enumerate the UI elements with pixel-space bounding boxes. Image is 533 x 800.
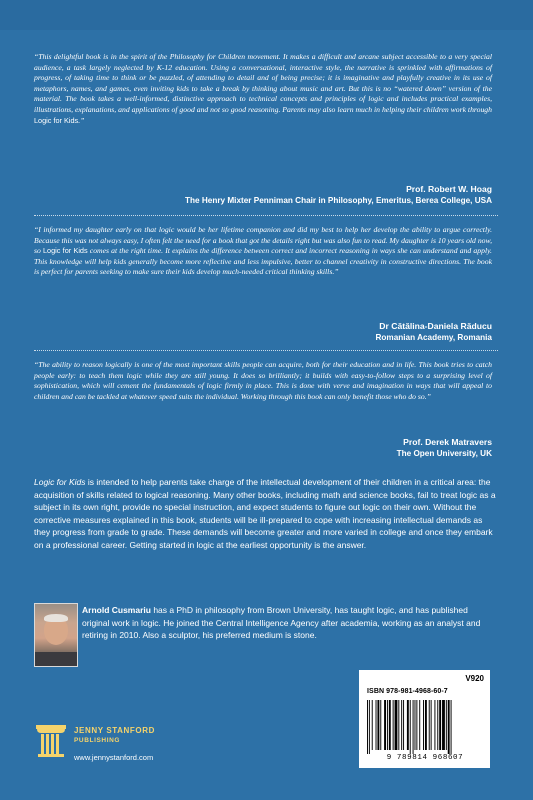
- barcode-bar: [393, 700, 394, 750]
- barcode-box: [359, 670, 490, 768]
- publisher-logo: [34, 723, 174, 763]
- reviewer-affiliation: The Henry Mixter Penniman Chair in Philosophy, Emeritus, Berea College, USA: [185, 196, 492, 205]
- quote-text: “The ability to reason logically is one of the most important skills people can acquire, both for their education and in life. This book tries to catch people early: to teach them logic while they are still young. It does so brilliantly; it builds with easy-to-follow steps to a surprising level of sophistication, which will cement the fundamentals of logic firmly in place. This is done with verve and imagination in ways that will appeal to children and can be tackled at whatever speed suits the individual. Working through this book can only benefit those who do so.”: [34, 360, 492, 401]
- review-attribution-1: [185, 183, 492, 207]
- reviewer-name: Prof. Derek Matravers: [403, 437, 492, 447]
- reviewer-name: Prof. Robert W. Hoag: [406, 184, 492, 194]
- barcode-bar: [439, 700, 441, 750]
- quote-text: “This delightful book is in the spirit of the Philosophy for Children movement. It makes a difficult and arcane subject accessible to a very special audience, a task largely neglected by K-12 education. Using a conversational, interactive style, the narrative is sprinkled with affirmations of progress, of taking time to think or be puzzled, of attending to detail and of being precise; it is imaginative and playfully creative in its use of metaphors, names, and games, even inviting kids to take a break by thinking about music and art. But this is no “watered down” version of the material. The book takes a well-informed, distinctive approach to technical concepts and principles of logic and includes practical examples, illustrations, explanations, and applications of good and not so good reasoning. Parents may also learn much in helping their children work through: [34, 52, 492, 114]
- barcode-bar: [429, 700, 430, 750]
- barcode-bar: [416, 700, 417, 750]
- barcode-bar: [448, 700, 450, 754]
- divider: [34, 215, 498, 216]
- book-description: [34, 476, 496, 552]
- publisher-sub: PUBLISHING: [74, 737, 121, 744]
- barcode-bar: [437, 700, 438, 750]
- quote-text-end: comes at the right time. It explains the difference between correct and incorrect reasoning in ways she can understand and apply. This knowledge will help kids generally become more reflective and less impulsive, better to channel creativity in constructive directions. The book is perfect for parents seeking to make sure their kids develop much-needed critical thinking skills.”: [34, 246, 492, 277]
- review-quote-2: [34, 225, 492, 278]
- reviewer-affiliation: The Open University, UK: [396, 449, 492, 458]
- barcode-bar: [431, 700, 432, 750]
- barcode: [367, 700, 482, 754]
- isbn: ISBN 978-981-4968-60-7: [367, 688, 448, 695]
- quote-book-title: Logic for Kids: [34, 115, 79, 125]
- quote-text-end: .”: [78, 115, 85, 125]
- barcode-bar: [367, 700, 368, 754]
- barcode-digits: 9 789814 968607: [386, 754, 464, 762]
- publisher-name: JENNY STANFORD: [74, 726, 156, 735]
- barcode-bar: [446, 700, 447, 750]
- review-quote-1: [34, 52, 492, 126]
- barcode-bar: [372, 700, 373, 750]
- barcode-bar: [442, 700, 445, 750]
- column-icon: [34, 723, 68, 759]
- barcode-bar: [395, 700, 398, 750]
- barcode-bar: [401, 700, 402, 750]
- barcode-bar: [419, 700, 420, 750]
- top-strip: [0, 0, 533, 30]
- author-name: Arnold Cusmariu: [82, 605, 151, 615]
- reviewer-name: Dr Cătălina-Daniela Răducu: [379, 321, 492, 331]
- author-photo: [34, 603, 78, 667]
- barcode-bar: [377, 700, 379, 750]
- barcode-bar: [425, 700, 427, 750]
- quote-book-title: Logic for Kids: [42, 246, 88, 256]
- barcode-bar: [407, 700, 409, 750]
- barcode-bar: [415, 700, 416, 750]
- barcode-bar: [434, 700, 435, 750]
- author-bio: [82, 604, 496, 642]
- divider: [34, 350, 498, 351]
- barcode-bar: [380, 700, 381, 750]
- price-code: V920: [465, 674, 484, 683]
- barcode-bar: [451, 700, 452, 754]
- publisher-url: www.jennystanford.com: [74, 753, 154, 762]
- quote-text: “I informed my daughter early on that logic would be her lifetime companion and did my best to help her develop the ability to argue correctly. Because this was not always easy, I often felt the need for a book that got the details right but was also fun to read. My daughter is 10 years old now, so: [34, 225, 492, 256]
- author-bio-text: has a PhD in philosophy from Brown University, has taught logic, and has published original work in logic. He joined the Central Intelligence Agency after academia, working as an analyst and retiring in 2010. Also a sculptor, his preferred medium is stone.: [82, 605, 481, 641]
- barcode-bar: [387, 700, 388, 750]
- barcode-bar: [369, 700, 370, 754]
- book-title: Logic for Kids: [34, 477, 86, 487]
- barcode-bar: [410, 700, 411, 754]
- barcode-bar: [376, 700, 377, 750]
- barcode-bar: [403, 700, 404, 750]
- description-text: is intended to help parents take charge of the intellectual development of their children in a critical area: the acquisition of skills related to logical reasoning. Many other books, including math and science books, fail to treat logic as a subject in its own right, provide no special instruction, and expect students to figure out logic on their own. Without the corrective measures explained in this book, students will be ill-prepared to cope with increasing intellectual demands as they progress from grade to grade. These demands will become greater and more varied in college and once they embark on a professional career. Getting started in logic at the earliest opportunity is the answer.: [34, 477, 496, 550]
- barcode-bar: [423, 700, 424, 750]
- barcode-bar: [398, 700, 399, 750]
- review-quote-3: [34, 360, 492, 402]
- barcode-bar: [413, 700, 414, 754]
- barcode-bar: [384, 700, 386, 750]
- barcode-bar: [389, 700, 391, 750]
- review-attribution-3: [397, 436, 492, 460]
- reviewer-affiliation: Romanian Academy, Romania: [375, 333, 492, 342]
- review-attribution-2: [376, 320, 492, 344]
